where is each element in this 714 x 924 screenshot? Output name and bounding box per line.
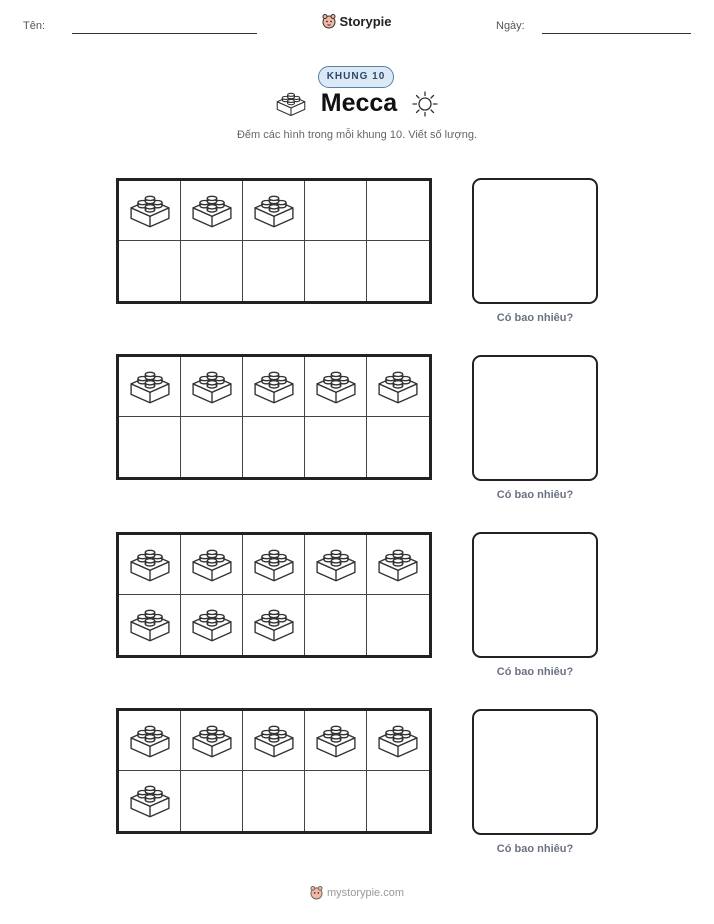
- instructions: Đếm các hình trong mỗi khung 10. Viết số lượng.: [236, 129, 477, 141]
- toy-brick-icon: [253, 607, 295, 643]
- toy-brick-icon: [315, 547, 357, 583]
- toy-brick-icon: [377, 547, 419, 583]
- toy-brick-icon: [377, 723, 419, 759]
- frame-cell: [305, 771, 367, 831]
- frame-cell: [243, 535, 305, 595]
- footer-url: mystorypie.com: [326, 886, 405, 899]
- date-label: Ngày:: [496, 20, 525, 32]
- toy-brick-icon: [129, 607, 171, 643]
- frame-cell: [367, 181, 429, 241]
- frame-cell: [119, 241, 181, 301]
- frame-cell: [181, 771, 243, 831]
- toy-brick-icon: [253, 723, 295, 759]
- frame-cell: [243, 595, 305, 655]
- frame-cell: [367, 535, 429, 595]
- toy-brick-icon: [191, 723, 233, 759]
- frame-cell: [367, 771, 429, 831]
- frame-cell: [181, 417, 243, 477]
- frame-cell: [119, 595, 181, 655]
- sun-icon: [411, 90, 439, 118]
- frame-cell: [305, 711, 367, 771]
- toy-brick-icon: [275, 91, 307, 117]
- answer-box[interactable]: [472, 355, 598, 481]
- frame-cell: [305, 417, 367, 477]
- toy-brick-icon: [253, 547, 295, 583]
- toy-brick-icon: [129, 783, 171, 819]
- frame-cell: [243, 771, 305, 831]
- frame-cell: [119, 711, 181, 771]
- frame-cell: [305, 595, 367, 655]
- frame-cell: [119, 535, 181, 595]
- frame-cell: [367, 241, 429, 301]
- frame-cell: [181, 357, 243, 417]
- date-line[interactable]: [542, 33, 691, 34]
- toy-brick-icon: [253, 193, 295, 229]
- brand: [0, 13, 714, 32]
- answer-box[interactable]: [472, 709, 598, 835]
- toy-brick-icon: [315, 369, 357, 405]
- answer-label: Có bao nhiêu?: [496, 489, 574, 501]
- ten-frame: [116, 532, 432, 658]
- toy-brick-icon: [191, 607, 233, 643]
- footer: [0, 885, 714, 903]
- answer-label: Có bao nhiêu?: [496, 312, 574, 324]
- toy-brick-icon: [129, 193, 171, 229]
- frame-cell: [243, 181, 305, 241]
- frame-cell: [305, 181, 367, 241]
- name-label: Tên:: [23, 20, 46, 32]
- frame-cell: [119, 357, 181, 417]
- frame-cell: [181, 535, 243, 595]
- page-title: Mecca: [320, 89, 398, 117]
- toy-brick-icon: [191, 369, 233, 405]
- frame-cell: [367, 357, 429, 417]
- frame-cell: [119, 181, 181, 241]
- toy-brick-icon: [191, 193, 233, 229]
- worksheet-badge: KHUNG 10: [318, 66, 394, 88]
- name-line[interactable]: [72, 33, 257, 34]
- frame-cell: [305, 535, 367, 595]
- title-row: [0, 89, 714, 118]
- ten-frame: [116, 354, 432, 480]
- mascot-icon: [310, 885, 323, 900]
- toy-brick-icon: [191, 547, 233, 583]
- frame-cell: [181, 181, 243, 241]
- frame-cell: [243, 711, 305, 771]
- frame-cell: [367, 417, 429, 477]
- toy-brick-icon: [377, 369, 419, 405]
- frame-cell: [367, 711, 429, 771]
- answer-label: Có bao nhiêu?: [496, 843, 574, 855]
- frame-cell: [305, 357, 367, 417]
- frame-cell: [243, 357, 305, 417]
- mascot-icon: [322, 13, 336, 29]
- frame-cell: [181, 711, 243, 771]
- frame-cell: [119, 771, 181, 831]
- toy-brick-icon: [129, 723, 171, 759]
- answer-box[interactable]: [472, 532, 598, 658]
- toy-brick-icon: [129, 369, 171, 405]
- frame-cell: [305, 241, 367, 301]
- brand-name: Storypie: [339, 13, 392, 29]
- answer-label: Có bao nhiêu?: [496, 666, 574, 678]
- frame-cell: [181, 595, 243, 655]
- answer-box[interactable]: [472, 178, 598, 304]
- frame-cell: [119, 417, 181, 477]
- toy-brick-icon: [315, 723, 357, 759]
- frame-cell: [181, 241, 243, 301]
- frame-cell: [243, 241, 305, 301]
- toy-brick-icon: [129, 547, 171, 583]
- ten-frame: [116, 708, 432, 834]
- toy-brick-icon: [253, 369, 295, 405]
- ten-frame: [116, 178, 432, 304]
- frame-cell: [243, 417, 305, 477]
- frame-cell: [367, 595, 429, 655]
